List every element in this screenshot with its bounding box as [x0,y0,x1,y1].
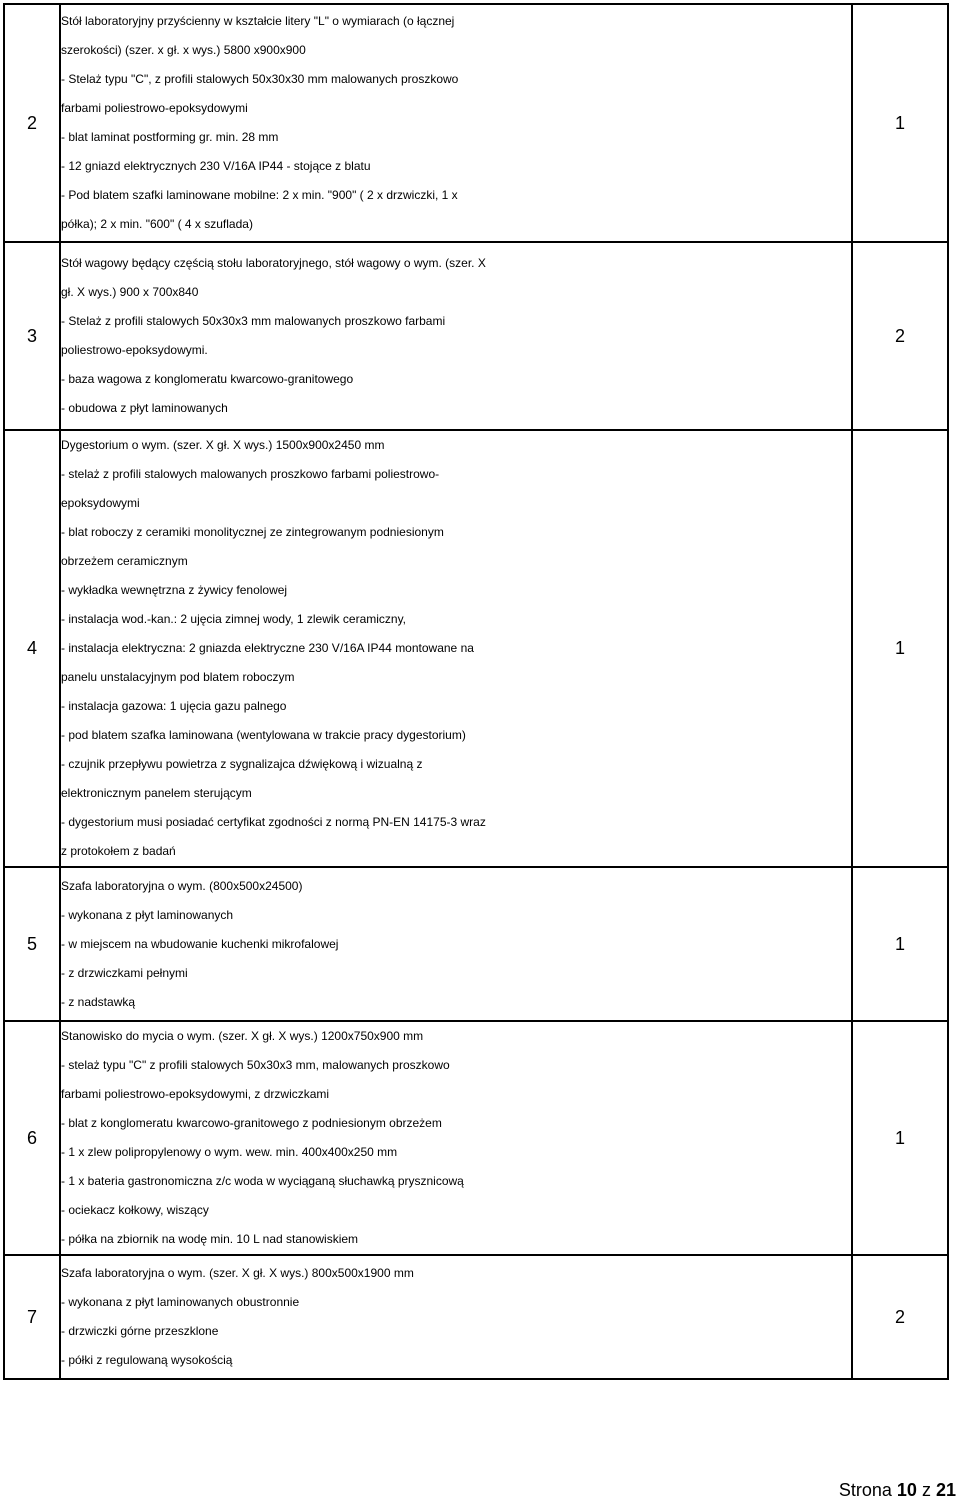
description-line: Stół wagowy będący częścią stołu laboratoryjnego, stół wagowy o wym. (szer. X [61,256,486,270]
description-line: Stanowisko do mycia o wym. (szer. X gł. X wys.) 1200x750x900 mm [61,1029,424,1043]
row-description [60,4,852,242]
table-row [4,4,948,242]
description-line: - baza wagowa z konglomeratu kwarcowo-granitowego [61,372,354,386]
description-line: - wykonana z płyt laminowanych [61,907,234,922]
description-line: - z nadstawką [61,994,136,1009]
page-footer [839,1480,956,1501]
table-row [4,1021,948,1255]
description-line: Dygestorium o wym. (szer. X gł. X wys.) 1500x900x2450 mm [61,438,385,452]
footer-page-number: 10 [896,1480,917,1500]
description-line: poliestrowo-epoksydowymi. [61,343,208,357]
row-number: 7 [4,1255,60,1379]
description-line: farbami poliestrowo-epoksydowymi [61,101,248,115]
description-line: - 1 x zlew polipropylenowy o wym. wew. min. 400x400x250 mm [61,1145,398,1159]
description-line: epoksydowymi [61,496,140,510]
table-row [4,430,948,867]
description-line: - Stelaż z profili stalowych 50x30x3 mm malowanych proszkowo farbami [61,314,446,328]
row-number: 2 [4,4,60,242]
description-line: - instalacja elektryczna: 2 gniazda elektryczne 230 V/16A IP44 montowane na [61,641,474,655]
row-description [60,242,852,430]
description-line: - w miejscem na wbudowanie kuchenki mikrofalowej [61,936,339,951]
description-line: - obudowa z płyt laminowanych [61,401,228,415]
description-line: Szafa laboratoryjna o wym. (szer. X gł. X wys.) 800x500x1900 mm [61,1266,414,1280]
description-line: elektronicznym panelem sterującym [61,786,252,800]
footer-separator: z [916,1480,936,1500]
footer-page-total: 21 [935,1480,956,1500]
description-line: panelu unstalacyjnym pod blatem roboczym [61,670,295,684]
row-description [60,867,852,1021]
description-line: - stelaż typu "C" z profili stalowych 50x30x3 mm, malowanych proszkowo [61,1058,450,1072]
description-line: Szafa laboratoryjna o wym. (800x500x24500) [61,878,303,893]
description-line: - 12 gniazd elektrycznych 230 V/16A IP44 - stojące z blatu [61,159,371,173]
description-line: z protokołem z badań [61,844,176,858]
row-description [60,430,852,867]
description-line: - dygestorium musi posiadać certyfikat zgodności z normą PN-EN 14175-3 wraz [61,815,486,829]
description-line: - instalacja wod.-kan.: 2 ujęcia zimnej wody, 1 zlewik ceramiczny, [61,612,407,626]
description-line: - blat roboczy z ceramiki monolitycznej ze zintegrowanym podniesionym [61,525,444,539]
row-quantity: 1 [852,430,948,867]
description-line: - blat z konglomeratu kwarcowo-granitowego z podniesionym obrzeżem [61,1116,442,1130]
description-line: - blat laminat postforming gr. min. 28 mm [61,130,279,144]
row-quantity: 1 [852,1021,948,1255]
description-line: szerokości) (szer. x gł. x wys.) 5800 x900x900 [61,43,306,57]
specification-table [3,3,949,1380]
description-line: - półka na zbiornik na wodę min. 10 L nad stanowiskiem [61,1232,359,1246]
description-line: obrzeżem ceramicznym [61,554,188,568]
row-description [60,1255,852,1379]
table-row [4,242,948,430]
specification-table-body [4,4,948,1379]
row-number: 4 [4,430,60,867]
row-quantity: 1 [852,4,948,242]
description-line: farbami poliestrowo-epoksydowymi, z drzwiczkami [61,1087,330,1101]
description-line: - czujnik przepływu powietrza z sygnalizajca dźwiękową i wizualną z [61,757,423,771]
row-number: 6 [4,1021,60,1255]
description-line: - Stelaż typu "C", z profili stalowych 50x30x30 mm malowanych proszkowo [61,72,459,86]
description-line: - instalacja gazowa: 1 ujęcia gazu palnego [61,699,287,713]
row-quantity: 1 [852,867,948,1021]
description-line: - Pod blatem szafki laminowane mobilne: 2 x min. "900" ( 2 x drzwiczki, 1 x [61,188,458,202]
row-quantity: 2 [852,1255,948,1379]
description-line: gł. X wys.) 900 x 700x840 [61,285,199,299]
description-line: - stelaż z profili stalowych malowanych proszkowo farbami poliestrowo- [61,467,440,481]
row-description [60,1021,852,1255]
description-line: - wykonana z płyt laminowanych obustronnie [61,1295,300,1309]
description-line: - drzwiczki górne przeszklone [61,1324,219,1338]
description-line: półka); 2 x min. "600" ( 4 x szuflada) [61,217,253,231]
description-line: - pod blatem szafka laminowana (wentylowana w trakcie pracy dygestorium) [61,728,466,742]
description-line: - półki z regulowaną wysokością [61,1353,233,1367]
description-line: Stół laboratoryjny przyścienny w kształcie litery "L" o wymiarach (o łącznej [61,14,455,28]
table-row [4,1255,948,1379]
description-line: - z drzwiczkami pełnymi [61,965,188,980]
row-number: 5 [4,867,60,1021]
footer-prefix: Strona [838,1480,897,1500]
description-line: - ociekacz kołkowy, wiszący [61,1203,209,1217]
row-number: 3 [4,242,60,430]
description-line: - 1 x bateria gastronomiczna z/c woda w wyciąganą słuchawką prysznicową [61,1174,464,1188]
description-line: - wykładka wewnętrzna z żywicy fenolowej [61,583,288,597]
table-row [4,867,948,1021]
row-quantity: 2 [852,242,948,430]
